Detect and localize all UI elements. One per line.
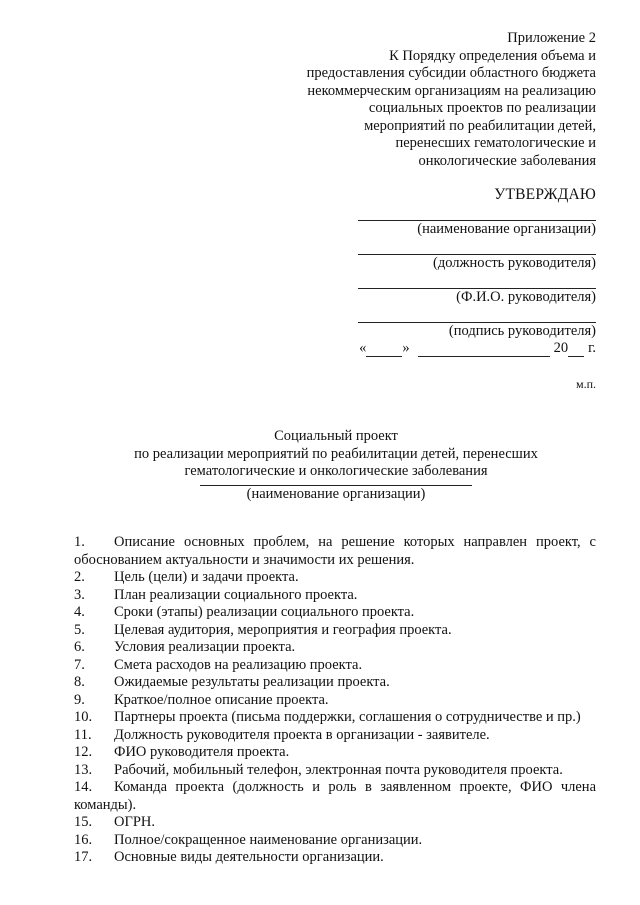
signature-line: [358, 306, 596, 323]
date-line: [358, 340, 596, 357]
list-item: 15. ОГРН.: [74, 814, 156, 830]
list-item: 13. Рабочий, мобильный телефон, электронная почта руководителя проекта.: [74, 761, 563, 778]
list-item: 2. Цель (цели) и задачи проекта.: [74, 569, 299, 585]
day-blank: [366, 343, 402, 357]
month-blank: [418, 343, 550, 357]
annex-line: некоммерческим организациям на реализацию: [307, 82, 596, 99]
list-item: 9. Краткое/полное описание проекта.: [74, 691, 329, 708]
signature-caption: (подпись руководителя): [448, 323, 596, 339]
annex-line: социальных проектов по реализации: [368, 100, 596, 116]
annex-line: перенесших гематологические и: [395, 135, 596, 151]
year-blank: [568, 343, 584, 357]
annex-line: мероприятий по реабилитации детей,: [364, 117, 596, 134]
position-line: [358, 238, 596, 255]
seal-label: м.п.: [575, 377, 596, 391]
annex-header: [266, 30, 596, 170]
approval-block: [358, 186, 596, 357]
heading-line: по реализации мероприятий по реабилитации детей, перенесших: [134, 445, 538, 462]
year-prefix: 20: [553, 340, 569, 356]
date-close-quote: »: [402, 340, 410, 356]
list-item: 5. Целевая аудитория, мероприятия и география проекта.: [74, 621, 452, 638]
list-item: 1. Описание основных проблем, на решение которых направлен проект, с обоснованием актуальности и значимости их решения.: [74, 534, 596, 568]
approval-title: УТВЕРЖДАЮ: [494, 186, 596, 203]
org-name-caption: (наименование организации): [246, 485, 426, 502]
org-name-caption: (наименование организации): [417, 221, 596, 237]
list-item: 6. Условия реализации проекта.: [74, 639, 296, 655]
list-item: 4. Сроки (этапы) реализации социального проекта.: [74, 604, 415, 620]
list-item: 12. ФИО руководителя проекта.: [74, 744, 290, 760]
list-item: 3. План реализации социального проекта.: [74, 586, 358, 603]
project-heading: [80, 428, 592, 503]
heading-title: Социальный проект: [274, 428, 398, 444]
list-item: 11. Должность руководителя проекта в организации - заявителе.: [74, 726, 490, 743]
list-item: 16. Полное/сокращенное наименование организации.: [74, 831, 423, 848]
annex-line: К Порядку определения объема и: [389, 47, 596, 64]
list-item: 10. Партнеры проекта (письма поддержки, соглашения о сотрудничестве и пр.): [74, 709, 581, 725]
full-name-line: [358, 272, 596, 289]
list-item: 17. Основные виды деятельности организации.: [74, 849, 384, 865]
annex-line: онкологические заболевания: [418, 152, 596, 169]
year-suffix: г.: [588, 340, 596, 356]
heading-line: гематологические и онкологические заболевания: [184, 463, 488, 479]
full-name-caption: (Ф.И.О. руководителя): [456, 289, 596, 305]
list-item: 14. Команда проекта (должность и роль в заявленном проекте, ФИО члена команды).: [74, 779, 596, 813]
requirements-list: [74, 534, 596, 867]
list-item: 7. Смета расходов на реализацию проекта.: [74, 656, 363, 673]
annex-line: предоставления субсидии областного бюджета: [306, 65, 596, 81]
org-name-line: [358, 204, 596, 221]
position-caption: (должность руководителя): [433, 255, 596, 271]
list-item: 8. Ожидаемые результаты реализации проекта.: [74, 674, 390, 690]
date-open-quote: «: [359, 340, 367, 356]
annex-line: Приложение 2: [507, 30, 596, 46]
